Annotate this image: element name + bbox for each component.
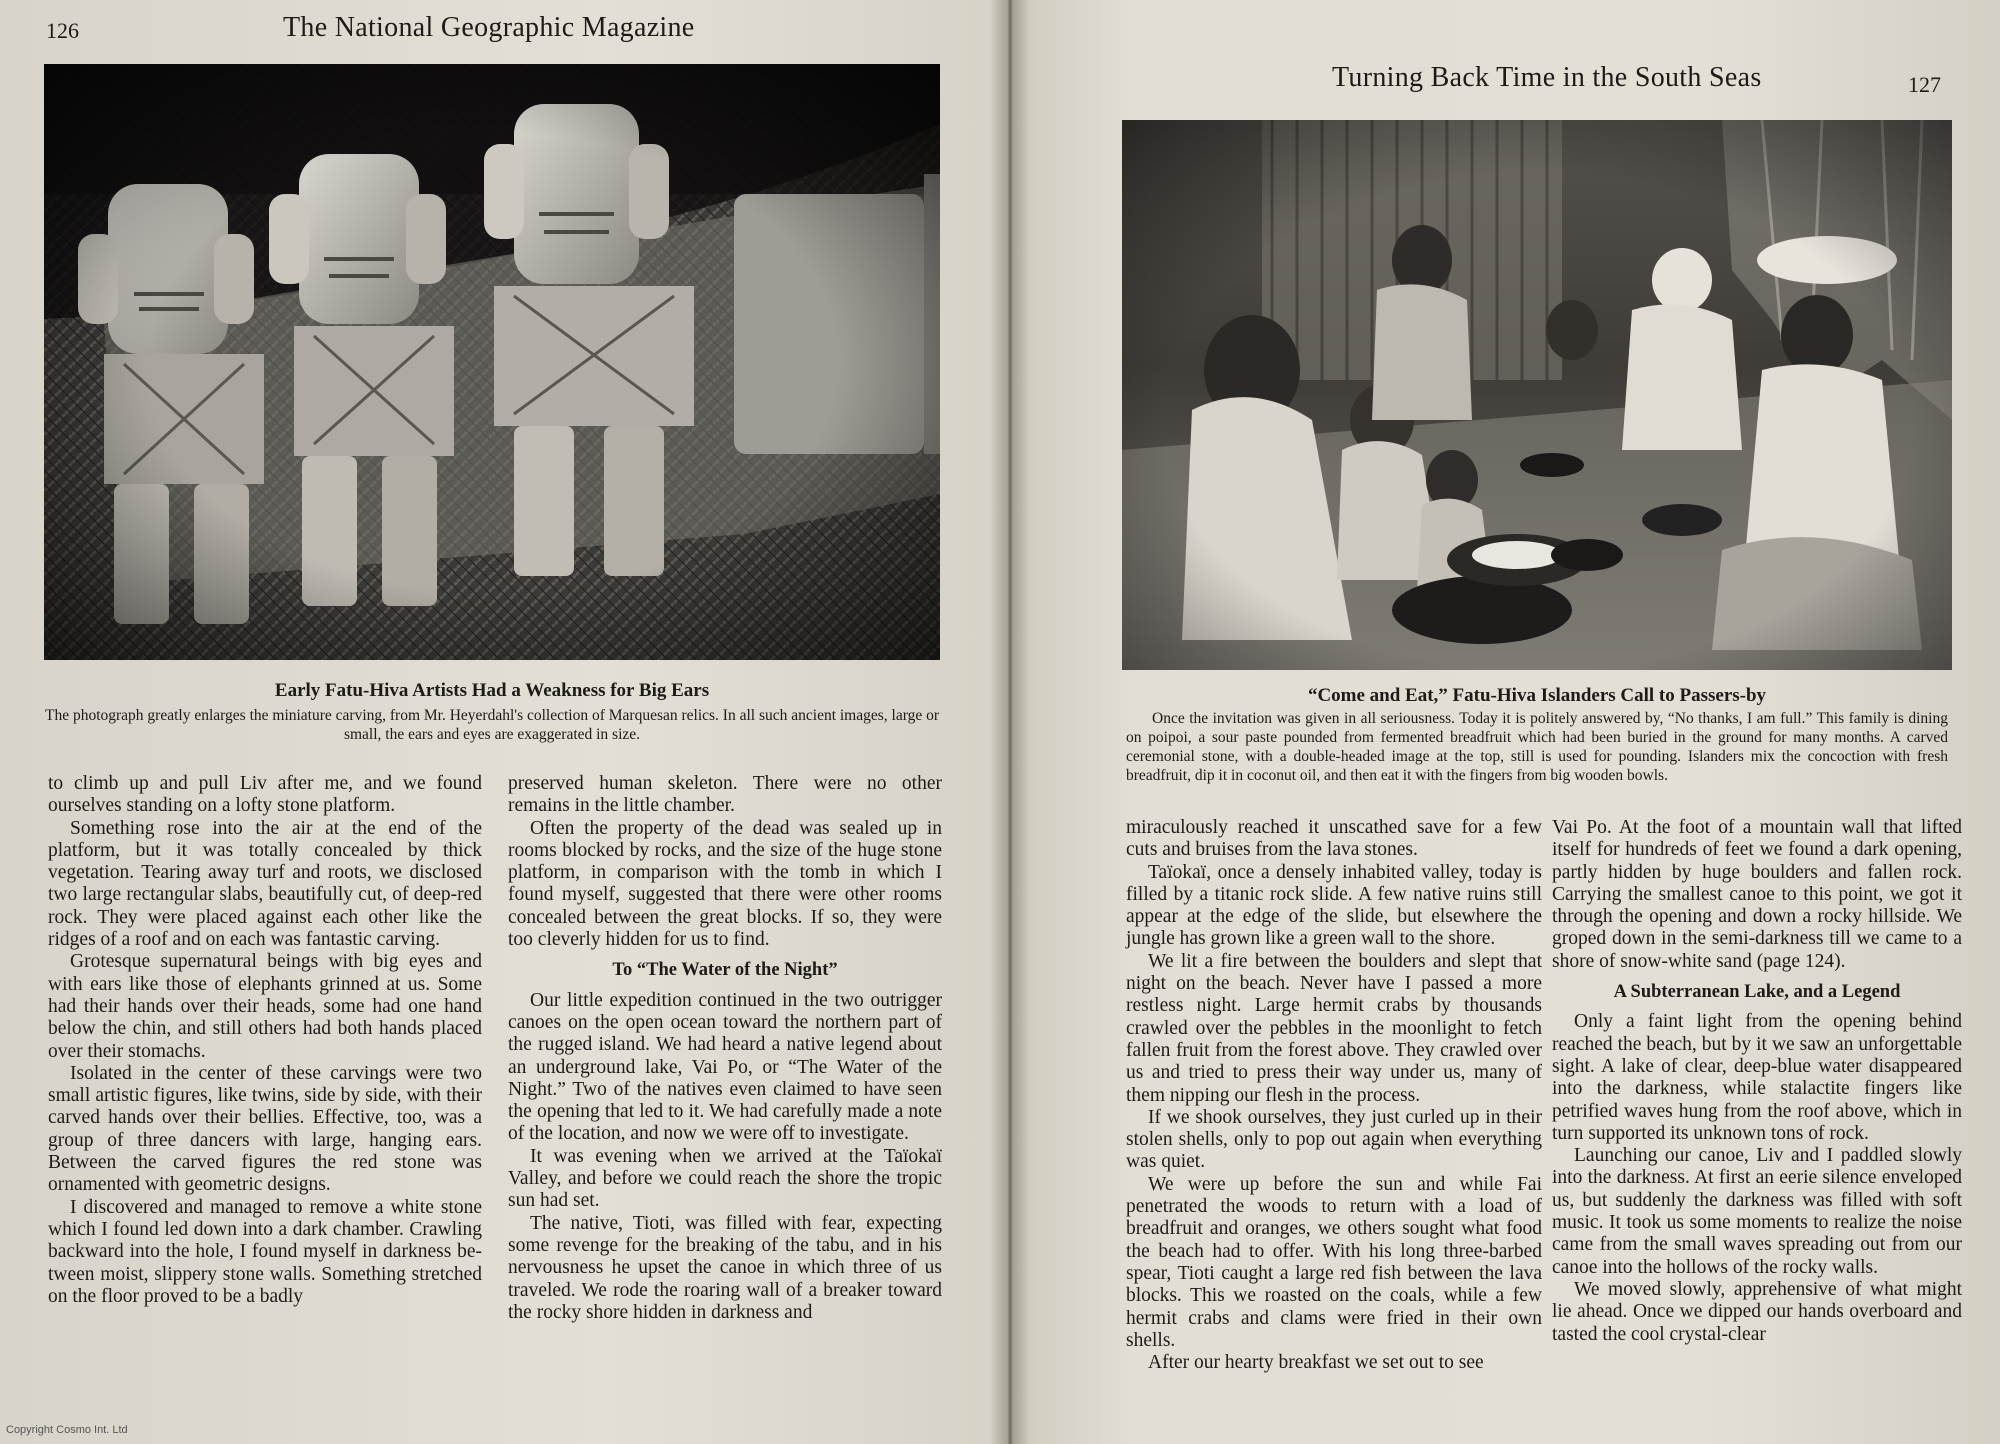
right-page bbox=[1012, 0, 2000, 1444]
left-caption-body: The photograph greatly enlarges the miniature carving, from Mr. Heyerdahl's collection of Marquesan relics. In all such ancient images, large or small, the ears and eyes are exaggerated in size. bbox=[44, 707, 940, 743]
right-caption-title: “Come and Eat,” Fatu-Hiva Islanders Call to Passers-by bbox=[1307, 685, 1767, 706]
paragraph: Vai Po. At the foot of a mountain wall that lifted itself for hundreds of feet we found a dark opening, partly hidden by huge boulders and fallen rock. Carrying the smallest canoe to this point, we got it through the opening and down a rocky hillside. We groped down in the semi-darkness till we came to a shore of snow-white sand (page 124). bbox=[1552, 817, 1962, 972]
paragraph: We moved slowly, apprehensive of what might lie ahead. Once we dipped our hands overboard and tasted the cool crystal-clear bbox=[1552, 1278, 1962, 1345]
right-column-1 bbox=[1126, 817, 1542, 1374]
copyright-notice: Copyright Cosmo Int. Ltd bbox=[6, 1424, 128, 1436]
right-column-2 bbox=[1552, 817, 1962, 1346]
carved-figures-photo bbox=[44, 64, 940, 660]
section-heading: A Subterranean Lake, and a Legend bbox=[1613, 982, 1901, 1003]
paragraph: to climb up and pull Liv after me, and we found ourselves standing on a lofty stone platform. bbox=[48, 773, 482, 817]
paragraph: Grotesque supernatural beings with big eyes and with ears like those of elephants grinned at us. Some had their hands over their heads, some had one hand below the chin, and still others had both hands placed over their stomachs. bbox=[48, 951, 482, 1062]
paragraph: Only a faint light from the opening behind reached the beach, but by it we saw an unforgettable sight. A lake of clear, deep-blue water disappeared into the darkness, while stalactite fingers like petrified waves hung from the roof above, which in turn supported its unknown tons of rock. bbox=[1552, 1011, 1962, 1144]
paragraph: We were up before the sun and while Fai penetrated the woods to return with a load of breadfruit and oranges, we others sought what food the beach had to offer. With his long three-barbed spear, Tioti caught a large red fish between the lava blocks. This we roasted on the coals, while a few hermit crabs and clams were fried in their own shells. bbox=[1126, 1173, 1542, 1351]
right-running-head: Turning Back Time in the South Seas bbox=[1332, 62, 1762, 93]
left-page-number: 126 bbox=[46, 18, 79, 43]
paragraph: Taïokaï, once a densely inhabited valley, today is filled by a titanic rock slide. A few native ruins still appear at the edge of the slide, but elsewhere the jungle has grown like a green wall to the shore. bbox=[1126, 861, 1542, 950]
paragraph: We lit a fire between the boulders and slept that night on the beach. Never have I passed a more restless night. Large hermit crabs by thousands crawled over the pebbles in the moonlight to fetch fallen fruit from the forest above. They crawled over us and tried to press their way under us, many of them nipping our flesh in the process. bbox=[1126, 950, 1542, 1106]
paragraph: Often the property of the dead was sealed up in rooms blocked by rocks, and the size of the huge stone platform, in comparison with the tomb in which I found myself, suggested that there were other rooms concealed between the great blocks. If so, they were too cleverly hidden for us to find. bbox=[508, 817, 942, 951]
right-page-number: 127 bbox=[1908, 72, 1941, 97]
paragraph: preserved human skeleton. There were no other remains in the little chamber. bbox=[508, 773, 942, 817]
left-running-head: The National Geographic Magazine bbox=[283, 12, 695, 43]
family-eating-photo bbox=[1122, 120, 1952, 670]
paragraph: Our little expedition continued in the two outrigger canoes on the open ocean toward the northern part of the rugged island. We had heard a native legend about an underground lake, Vai Po, or “The Water of the Night.” Two of the natives even claimed to have seen the opening that led to it. We had carefully made a note of the location, and now we were off to investigate. bbox=[508, 989, 942, 1145]
paragraph: Something rose into the air at the end of the platform, but it was totally concealed by thick vegetation. Tearing away turf and roots, we disclosed two large rectangular slabs, beautifully cut, of deep-red rock. They were placed against each other like the ridges of a roof and on each was fantastic carving. bbox=[48, 817, 482, 951]
paragraph: miraculously reached it unscathed save for a few cuts and bruises from the lava stones. bbox=[1126, 817, 1542, 861]
paragraph: Launching our canoe, Liv and I paddled slowly into the darkness. At first an eerie silence enveloped us, but suddenly the darkness was filled with soft music. It took us some moments to realize the noise came from the small waves spreading out from our canoe into the hollows of the rocky walls. bbox=[1552, 1145, 1962, 1278]
left-column-2 bbox=[508, 773, 942, 1324]
paragraph: Isolated in the center of these carvings were two small artistic figures, like twins, side by side, with their carved hands over their bellies. Effective, too, was a group of three dancers with large, hanging ears. Between the carved figures the red stone was ornamented with geometric designs. bbox=[48, 1062, 482, 1196]
section-heading: To “The Water of the Night” bbox=[612, 960, 838, 981]
paragraph: I discovered and managed to remove a white stone which I found led down into a dark chamber. Crawling backward into the hole, I found myself in darkness between moist, slippery stone walls. Something stretched on the floor proved to be a badly bbox=[48, 1196, 482, 1307]
left-caption-title: Early Fatu-Hiva Artists Had a Weakness for Big Ears bbox=[274, 680, 710, 701]
paragraph: The native, Tioti, was filled with fear, expecting some revenge for the breaking of the tabu, and in his nervousness he upset the canoe in which three of us traveled. We rode the roaring wall of a breaker toward the rocky shore hidden in darkness and bbox=[508, 1212, 942, 1323]
right-caption-body: Once the invitation was given in all seriousness. Today it is politely answered by, “No thanks, I am full.” This family is dining on poipoi, a sour paste pounded from fermented breadfruit which had been buried in the ground for many months. A carved ceremonial stone, with a double-headed image at the top, still is used for pounding. Islanders mix the concoction with fresh breadfruit, dip it in coconut oil, and then eat it with the fingers from big wooden bowls. bbox=[1126, 710, 1948, 784]
paragraph: It was evening when we arrived at the Taïokaï Valley, and before we could reach the shore the tropic sun had set. bbox=[508, 1145, 942, 1212]
book-gutter bbox=[990, 0, 1030, 1444]
paragraph: If we shook ourselves, they just curled up in their stolen shells, only to pop out again when everything was quiet. bbox=[1126, 1106, 1542, 1173]
paragraph: After our hearty breakfast we set out to see bbox=[1148, 1352, 1484, 1374]
left-column-1 bbox=[48, 773, 482, 1308]
